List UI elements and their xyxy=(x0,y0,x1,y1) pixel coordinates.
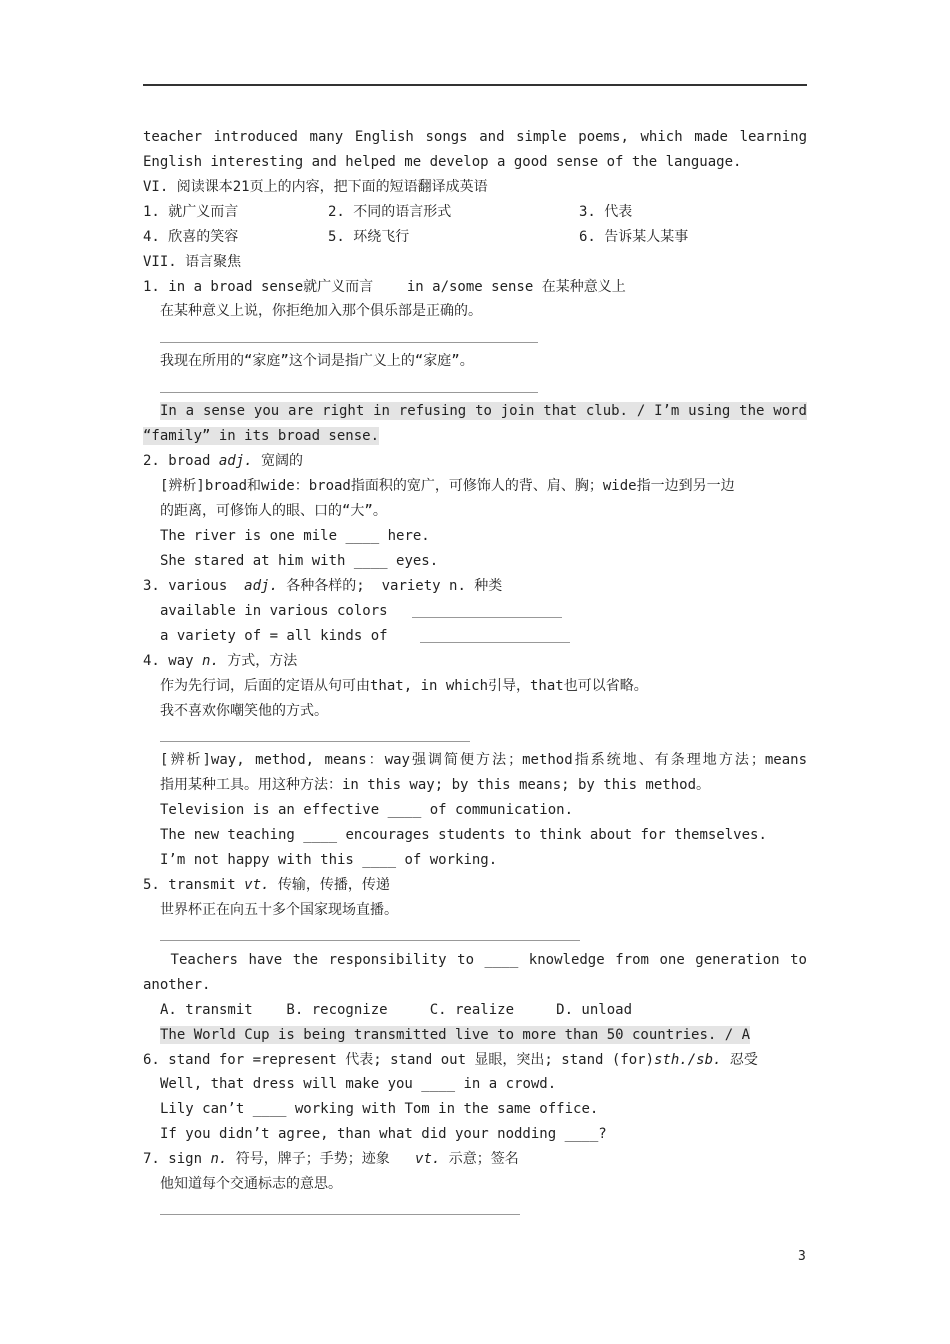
phrase-item-4: 4. 欣喜的笑容 xyxy=(143,229,239,245)
answer-blank xyxy=(420,642,570,643)
section-6-heading: VI. 阅读课本21页上的内容，把下面的短语翻译成英语 xyxy=(143,179,488,195)
phrase-item-6: 6. 告诉某人某事 xyxy=(579,229,689,245)
answer-blank xyxy=(412,617,562,618)
continuation-line-2: English interesting and helped me develop a good sense of the language. xyxy=(143,154,742,170)
page-number: 3 xyxy=(798,1249,806,1264)
point-2-example-2: She stared at him with ____ eyes. xyxy=(160,553,439,569)
point-1-sentence-1: 在某种意义上说，你拒绝加入那个俱乐部是正确的。 xyxy=(160,303,482,319)
point-3-line-1: available in various colors xyxy=(160,603,388,619)
point-5-question-line-2: another. xyxy=(143,977,211,993)
phrase-item-5: 5. 环绕飞行 xyxy=(328,229,410,245)
point-2-example-1: The river is one mile ____ here. xyxy=(160,528,430,544)
point-5-options: A. transmit B. recognize C. realize D. unload xyxy=(160,1002,633,1018)
point-1-answer-line-2: “family” in its broad sense. xyxy=(143,428,380,444)
header-rule xyxy=(143,84,807,86)
point-1-sentence-2: 我现在所用的“家庭”这个词是指广义上的“家庭”。 xyxy=(160,353,474,369)
point-5-question-line-1: Teachers have the responsibility to ____ knowledge from one generation to xyxy=(160,952,807,968)
point-2-title: 2. broad adj. 宽阔的 xyxy=(143,453,304,469)
continuation-line-1: teacher introduced many English songs and simple poems, which made learning xyxy=(143,129,807,145)
point-6-example-2: Lily can’t ____ working with Tom in the same office. xyxy=(160,1101,599,1117)
point-7-title: 7. sign n. 符号，牌子；手势；迹象 vt. 示意；签名 xyxy=(143,1151,519,1167)
answer-blank xyxy=(160,392,538,393)
point-4-example-3: I’m not happy with this ____ of working. xyxy=(160,852,498,868)
phrase-item-3: 3. 代表 xyxy=(579,204,633,220)
point-6-example-3: If you didn’t agree, than what did your nodding ____? xyxy=(160,1126,607,1142)
point-5-title: 5. transmit vt. 传输，传播，传递 xyxy=(143,877,390,893)
point-3-title: 3. various adj. 各种各样的; variety n. 种类 xyxy=(143,578,503,594)
answer-blank xyxy=(160,1214,520,1215)
point-4-note-2: 指用某种工具。用这种方法：in this way; by this means; by this method。 xyxy=(160,777,711,793)
answer-blank xyxy=(160,342,538,343)
point-1-title: 1. in a broad sense就广义而言 in a/some sense 在某种意义上 xyxy=(143,279,626,295)
phrase-item-1: 1. 就广义而言 xyxy=(143,204,239,220)
point-4-example-1: Television is an effective ____ of communication. xyxy=(160,802,574,818)
point-4-example-2: The new teaching ____ encourages students to think about for themselves. xyxy=(160,827,767,843)
answer-blank xyxy=(160,940,580,941)
point-5-line-1: 世界杯正在向五十多个国家现场直播。 xyxy=(160,902,398,918)
point-6-example-1: Well, that dress will make you ____ in a crowd. xyxy=(160,1076,557,1092)
point-4-title: 4. way n. 方式，方法 xyxy=(143,653,298,669)
section-7-heading: VII. 语言聚焦 xyxy=(143,254,242,270)
phrase-item-2: 2. 不同的语言形式 xyxy=(328,204,452,220)
point-4-line-2: 我不喜欢你嘲笑他的方式。 xyxy=(160,703,328,719)
point-2-note-1: [辨析]broad和wide：broad指面积的宽广，可修饰人的背、肩、胸；wide指一边到另一边 xyxy=(160,478,735,494)
point-7-line-1: 他知道每个交通标志的意思。 xyxy=(160,1176,342,1192)
point-4-note-1: [辨析]way, method, means：way强调简便方法；method指系统地、有条理地方法；means xyxy=(160,752,807,768)
answer-blank xyxy=(160,741,470,742)
point-4-line-1: 作为先行词，后面的定语从句可由that, in which引导，that也可以省略。 xyxy=(160,678,648,694)
point-3-line-2: a variety of = all kinds of xyxy=(160,628,388,644)
point-6-title: 6. stand for =represent 代表; stand out 显眼，突出; stand (for)sth./sb. 忍受 xyxy=(143,1052,758,1068)
point-1-answer-line-1: In a sense you are right in refusing to join that club. / I’m using the word xyxy=(160,403,807,419)
point-5-answer: The World Cup is being transmitted live to more than 50 countries. / A xyxy=(160,1027,751,1043)
point-2-note-2: 的距离，可修饰人的眼、口的“大”。 xyxy=(160,503,387,519)
